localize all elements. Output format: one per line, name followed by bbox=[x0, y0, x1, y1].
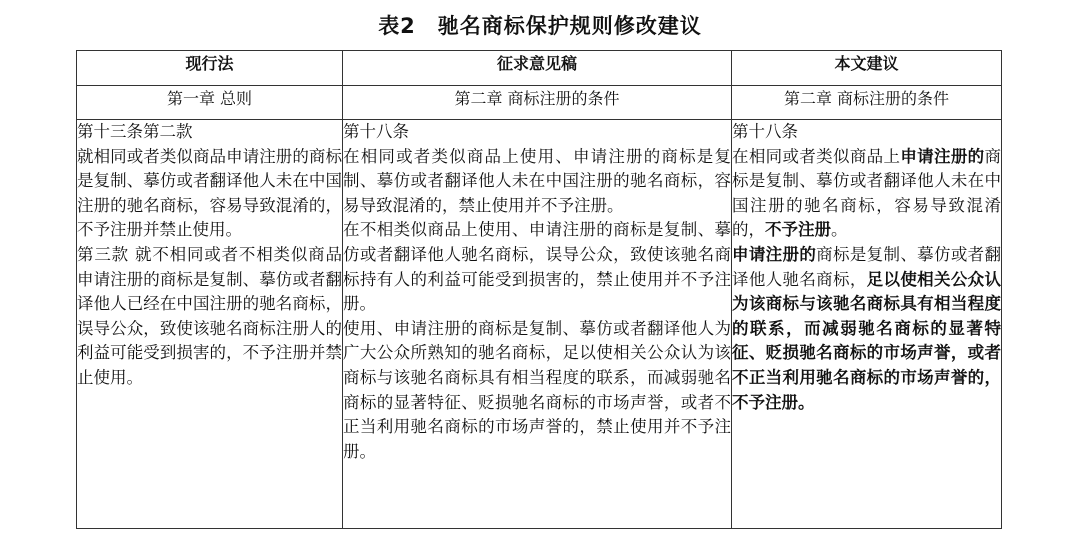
article-heading: 第十三条第二款 bbox=[77, 122, 193, 141]
comparison-table bbox=[76, 50, 1002, 529]
article-heading: 第十八条 bbox=[732, 122, 798, 141]
header-row bbox=[77, 51, 1002, 86]
paragraph: 在相同或者类似商品上使用、申请注册的商标是复制、摹仿或者翻译他人未在中国注册的驰名商标，容易导致混淆的，禁止使用并不予注册。 bbox=[343, 146, 731, 215]
cell-current-law bbox=[77, 120, 343, 529]
highlighted-text: 申请注册的 bbox=[732, 244, 817, 264]
content-row bbox=[77, 120, 1002, 529]
header-proposal: 本文建议 bbox=[732, 51, 1002, 86]
cell-draft bbox=[343, 120, 732, 529]
cell-proposal bbox=[732, 120, 1002, 529]
table-title: 表2 驰名商标保护规则修改建议 bbox=[378, 14, 702, 38]
article-heading: 第十八条 bbox=[343, 122, 409, 141]
paragraph: 就相同或者类似商品申请注册的商标是复制、摹仿或者翻译他人未在中国注册的驰名商标，容易导致混淆的，不予注册并禁止使用。 bbox=[77, 146, 342, 240]
text-run: 商标是复制、摹仿或者翻译他人未在中国注册的驰名商标，容易导致混淆的， bbox=[732, 146, 1002, 240]
header-current-law: 现行法 bbox=[77, 51, 343, 86]
paragraph: 使用、申请注册的商标是复制、摹仿或者翻译他人为广大公众所熟知的驰名商标，足以使相关公众认为该商标与该驰名商标具有相当程度的联系，而减弱驰名商标的显著特征、贬损驰名商标的市场声誉，或者不正当利用驰名商标的市场声誉的，禁止使用并不予注册。 bbox=[343, 318, 731, 461]
paragraph bbox=[732, 145, 1001, 243]
text-run: 商标是复制、摹仿或者翻译他人驰名商标， bbox=[732, 244, 1002, 289]
highlighted-text: 足以使相关公众认为该商标与该驰名商标具有相当程度的联系，而减弱驰名商标的显著特征、贬损驰名商标的市场声誉，或者不正当利用驰名商标的市场声誉的，不予注册。 bbox=[732, 269, 1002, 412]
text-run: 在相同或者类似商品上 bbox=[732, 146, 901, 166]
chapter-current-law: 第一章 总则 bbox=[77, 86, 343, 120]
paragraph bbox=[732, 243, 1001, 415]
highlighted-text: 不予注册 bbox=[765, 220, 831, 240]
chapter-draft: 第二章 商标注册的条件 bbox=[343, 86, 732, 120]
header-draft: 征求意见稿 bbox=[343, 51, 732, 86]
chapter-row bbox=[77, 86, 1002, 120]
text-run: 。 bbox=[831, 220, 848, 240]
highlighted-text: 申请注册的 bbox=[900, 146, 985, 166]
paragraph: 在不相类似商品上使用、申请注册的商标是复制、摹仿或者翻译他人驰名商标，误导公众，致使该驰名商标持有人的利益可能受到损害的，禁止使用并不予注册。 bbox=[343, 220, 731, 314]
chapter-proposal: 第二章 商标注册的条件 bbox=[732, 86, 1002, 120]
paragraph: 第三款 就不相同或者不相类似商品申请注册的商标是复制、摹仿或者翻译他人已经在中国注册的驰名商标，误导公众，致使该驰名商标注册人的利益可能受到损害的，不予注册并禁止使用。 bbox=[77, 244, 342, 387]
